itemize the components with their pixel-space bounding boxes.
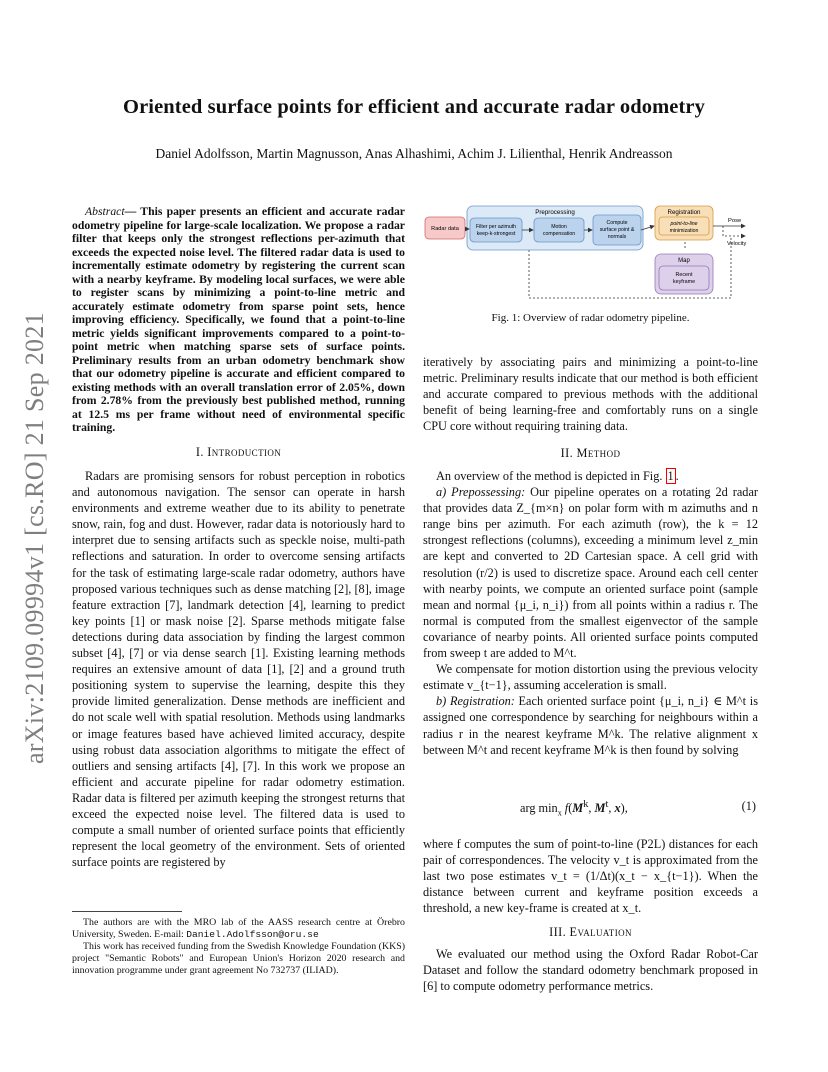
registration-paragraph <box>423 693 758 757</box>
compute-label-2: surface point & <box>599 227 635 233</box>
radar-data-label: Radar data <box>431 226 459 232</box>
figure-caption: Fig. 1: Overview of radar odometry pipeline. <box>491 312 690 324</box>
evaluation-body <box>423 946 758 994</box>
abstract-label: Abstract <box>85 205 125 218</box>
equation-expression: arg $\min_x f(M^k$, $M^t$, x), <box>520 799 628 818</box>
arxiv-stamp <box>18 296 58 766</box>
section-heading-method: II. Method <box>560 446 621 460</box>
motion-compensation-box <box>534 218 584 242</box>
equation-number: (1) <box>741 799 756 813</box>
evaluation-paragraph: We evaluated our method using the Oxford Radar Robot-Car Dataset and follow the standard odometry benchmark proposed in [6] to compute odometry performance metrics. <box>423 947 758 994</box>
figure-reference-link[interactable]: 1 <box>667 469 674 483</box>
filter-label: Filter per azimuth <box>475 224 517 230</box>
p2l-label: point-to-line <box>670 221 698 227</box>
footnote-affiliation: The authors are with the MRO lab of the AASS research centre at Örebro University, Sweden. E-mail: <box>72 917 405 941</box>
keyframe-box <box>659 266 709 290</box>
method-overview: An overview of the method is depicted in Fig. 1 . <box>436 469 679 483</box>
motion-label-2: compensation <box>542 231 576 237</box>
after-equation-paragraph: where f computes the sum of point-to-line (P2L) distances for each pair of correspondences. The velocity v_t is approximated from the last two pose estimates v_t = (1/Δt)(x_t − x_{t−1}). When the distance between current and keyframe position exceeds a threshold, a new key-frame is created at x_t. <box>423 837 758 916</box>
filter-box <box>470 218 522 242</box>
registration-text: Each oriented surface point {μ_i, n_i} ∈ M^t is assigned one correspondence by searching for neighbours within a radius r in the nearest keyframe M^k. The relative alignment x between M^t and recent keyframe M^k is then found by solving <box>423 694 758 757</box>
keyframe-label: Recent <box>675 272 693 278</box>
filter-label-2: keep-k-strongest <box>476 231 516 237</box>
preprocessing-subheading: a) Prepossessing: <box>436 485 526 500</box>
method-body-top <box>423 468 758 758</box>
method-body-bottom <box>423 836 758 916</box>
pose-label: Pose <box>728 218 742 224</box>
preprocessing-paragraph <box>423 484 758 661</box>
overview-text: An overview of the method is depicted in Fig. <box>436 469 663 483</box>
p2l-label-2: minimization <box>669 228 699 234</box>
intro-paragraph: Radars are promising sensors for robust perception in robotics and autonomous navigation. The sensor can operate in harsh environments and extreme weather due to its ability to penetrate snow, rain, fog and dust. However, radar data is notoriously hard to interpret due to sensing artifacts such as speckle noise, multi-path reflections and saturation. In order to overcome sensing artifacts for the task of estimating large-scale radar odometry, authors have proposed various techniques such as dense matching [2], [8], image feature extraction [7], landmark detection [4], learning to predict key points [1] or mask noise [2]. Sparse methods mitigate false detections during data association by finding the largest common subset [4], [7] or via dense search [1]. Existing learning methods requires an extensive amount of data [1], [2] and a ground truth positioning system to supervise the learning, despite this they provide limited generalization. Dense methods are inefficient and do not scale well with spatial resolution. Methods using landmarks or image features based have achieved limited accuracy, despite using robust data association algorithms to mitigate the effect of outliers and sensing artifacts [4], [7]. In this work we propose an efficient and accurate pipeline for radar odometry estimation. Radar data is filtered per azimuth keeping the strongest returns that exceed the expected noise level. The filtered data is used to compute a small number of oriented surface points that efficiently represent the local geometry of the environment. Sets of oriented surface points are registered by <box>72 469 405 870</box>
preprocessing-label: Preprocessing <box>535 209 575 216</box>
section-heading-introduction: I. Introduction <box>195 445 282 459</box>
velocity-label: Velocity <box>727 241 747 247</box>
abstract-text: — This paper presents an efficient and accurate radar odometry pipeline for large-scale localization. We propose a radar filter that keeps only the strongest reflections per-azimuth that exceeds the expected noise level. The filtered radar data is used to incrementally estimate odometry by registering the current scan with a nearby keyframe. By modeling local surfaces, we were able to register scans by minimizing a point-to-line metric and accurately estimate odometry from sparse point sets, hence improving efficiency. Specifically, we found that a point-to-line metric yields significant improvements compared to a point-to-point metric when matching sparse sets of surface points. Preliminary results from an urban odometry benchmark show that our odometry pipeline is accurate and efficient compared to existing methods with an overall translation error of 2.05%, down from 2.78% from the previously best published method, running at 12.5 ms per frame without need of environmental specific training. <box>72 205 405 434</box>
map-label: Map <box>678 258 690 264</box>
author-email[interactable]: Daniel.Adolfsson@oru.se <box>186 929 319 941</box>
compute-label-3: normals <box>607 234 627 240</box>
footnote-funding: This work has received funding from the Swedish Knowledge Foundation (KKS) project "Semantic Robots" and European Union's Horizon 2020 research and innovation programme under grant agreement No 732737 (ILIAD). <box>72 941 405 977</box>
abstract <box>72 205 405 435</box>
motion-label: Motion <box>551 224 567 230</box>
pipeline-figure <box>423 202 758 302</box>
velocity-arrow <box>723 226 745 236</box>
footnote-rule <box>72 911 182 912</box>
arxiv-id: arXiv:2109.09994v1 [cs.RO] 21 Sep 2021 <box>20 312 49 764</box>
intro-body <box>72 468 405 870</box>
compute-label: Compute <box>606 220 628 226</box>
registration-subheading: b) Registration: <box>436 694 515 709</box>
section-heading-evaluation: III. Evaluation <box>549 925 632 939</box>
registration-label: Registration <box>667 209 701 216</box>
motion-paragraph: We compensate for motion distortion using the previous velocity estimate v_{t−1}, assuming acceleration is small. <box>423 662 758 693</box>
keyframe-label-2: keyframe <box>672 279 696 285</box>
preprocessing-text: Our pipeline operates on a rotating 2d radar that provides data Z_{m×n} on polar form with m azimuths and n range bins per azimuth. For each azimuth (row), the k = 12 strongest reflections (columns), exceeding a minimum level z_min are kept and converted to 2D Cartesian space. A cell grid with resolution (r/2) is used to discretize space. Around each cell center with nearby points, we compute an oriented surface point (sample mean and normal {μ_i, n_i}) from all points within a radius r. The normal is computed from the smallest eigenvector of the sample covariance of nearby points. All oriented surface points computed from sweep t are added to M^t. <box>423 485 759 661</box>
footnote <box>72 917 405 977</box>
paper-title: Oriented surface points for efficient and accurate radar odometry <box>123 96 705 118</box>
author-list: Daniel Adolfsson, Martin Magnusson, Anas Alhashimi, Achim J. Lilienthal, Henrik Andreasson <box>155 146 673 161</box>
intro-continuation-text: iteratively by associating pairs and minimizing a point-to-line metric. Preliminary results indicate that our method is both efficient and accurate compared to previous methods with the additional benefit of being learning-free and comfortably runs on a single CPU core without requiring training data. <box>423 355 758 434</box>
intro-continuation <box>423 354 758 434</box>
